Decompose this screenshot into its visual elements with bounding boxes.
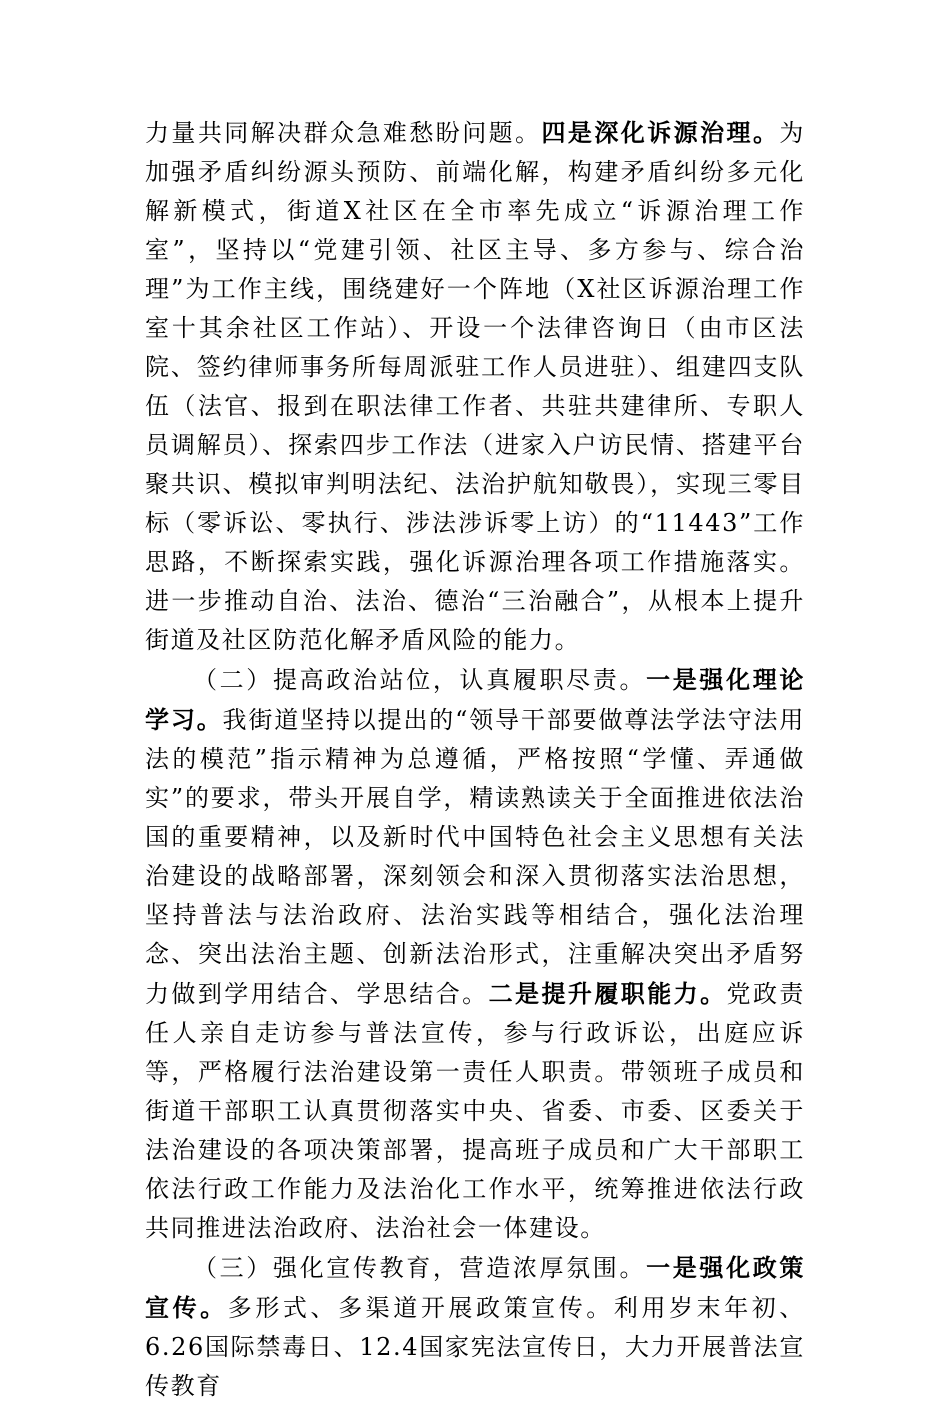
bold-heading-policy-publicity: 一是强化政策宣传。 <box>145 1253 805 1322</box>
paragraph-text: 我街道坚持以提出的“领导干部要做尊法学法守法用法的模范”指示精神为总遵循，严格按照“学懂、弄通做实”的要求，带头开展自学，精读熟读关于全面推进依法治国的重要精神，以及新时代中国特色社会主义思想有关法治建设的战略部署，深刻领会和深入贯彻落实法治思想，坚持普法与法治政府、法治实践等相结合，强化法治理念、突出法治主题、创新法治形式，注重解决突出矛盾努力做到学用结合、学思结合。 <box>145 706 805 1008</box>
bold-heading-duty-capability: 二是提升履职能力。 <box>488 979 727 1008</box>
section-heading: （二）提高政治站位，认真履职尽责。 <box>193 666 647 694</box>
section-heading: （三）强化宣传教育，营造浓厚氛围。 <box>193 1254 647 1282</box>
paragraph-publicity-education <box>145 1248 805 1406</box>
document-page <box>145 113 805 1406</box>
paragraph-text: 党政责任人亲自走访参与普法宣传，参与行政诉讼，出庭应诉等，严格履行法治建设第一责任人职责。带领班子成员和街道干部职工认真贯彻落实中央、省委、市委、区委关于法治建设的各项决策部署，提高班子成员和广大干部职工依法行政工作能力及法治化工作水平，统筹推进依法行政共同推进法治政府、法治社会一体建设。 <box>145 980 805 1242</box>
bold-heading-theory-study: 一是强化理论学习。 <box>145 665 805 734</box>
paragraph-text: 力量共同解决群众急难愁盼问题。 <box>145 119 542 147</box>
paragraph-political-stance <box>145 660 805 1248</box>
paragraph-text: 多形式、多渠道开展政策宣传。利用岁末年初、6.26国际禁毒日、12.4国家宪法宣传日，大力开展普法宣传教育 <box>145 1294 805 1400</box>
bold-heading-deepen-governance: 四是深化诉源治理。 <box>541 118 780 147</box>
paragraph-diversion-governance <box>145 113 805 660</box>
paragraph-text: 为加强矛盾纠纷源头预防、前端化解，构建矛盾纠纷多元化解新模式，街道X社区在全市率先成立“诉源治理工作室”，坚持以“党建引领、社区主导、多方参与、综合治理”为工作主线，围绕建好一个阵地（X社区诉源治理工作室十其余社区工作站）、开设一个法律咨询日（由市区法院、签约律师事务所每周派驻工作人员进驻）、组建四支队伍（法官、报到在职法律工作者、共驻共建律所、专职人员调解员）、探索四步工作法（进家入户访民情、搭建平台聚共识、模拟审判明法纪、法治护航知敬畏），实现三零目标（零诉讼、零执行、涉法涉诉零上访）的“11443”工作思路，不断探索实践，强化诉源治理各项工作措施落实。进一步推动自治、法治、德治“三治融合”，从根本上提升街道及社区防范化解矛盾风险的能力。 <box>145 119 806 654</box>
